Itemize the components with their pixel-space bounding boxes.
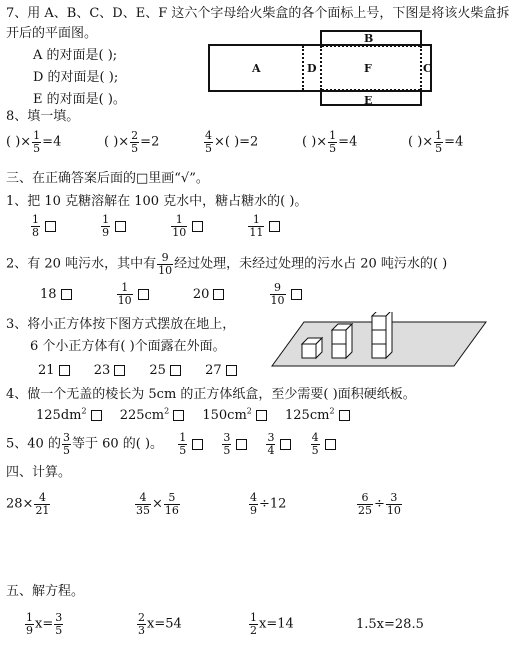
checkbox[interactable]: [236, 439, 247, 450]
q7-line1: 7、用 A、B、C、D、E、F 这六个字母给火柴盒的各个面标上号，下图是将该火柴盒拆: [6, 6, 510, 21]
checkbox[interactable]: [256, 410, 267, 421]
option: $\frac{3}{4}$: [265, 437, 291, 452]
equation-item: 1.5x=28.5: [356, 617, 424, 632]
checkbox[interactable]: [339, 410, 350, 421]
checkbox[interactable]: [269, 221, 280, 232]
s3-q4-text: 4、做一个无盖的棱长为 5cm 的正方体纸盒，至少需要( )面积硬纸板。: [6, 387, 416, 402]
checkbox[interactable]: [291, 289, 302, 300]
option: $\frac{1}{11}$: [247, 219, 280, 234]
section4-title: 四、计算。: [6, 465, 72, 480]
q7-row-e: E 的对面是( )。: [33, 92, 126, 107]
net-fold-line: [420, 46, 422, 90]
q7-line2: 开后的平面图。: [6, 26, 98, 41]
net-fold-line: [302, 46, 304, 90]
q7-row-d: D 的对面是( );: [33, 70, 119, 85]
checkbox[interactable]: [280, 439, 291, 450]
option: 20: [193, 287, 225, 302]
option: 21: [38, 363, 70, 378]
checkbox[interactable]: [138, 289, 149, 300]
checkbox[interactable]: [170, 365, 181, 376]
s3-q1-options: [30, 214, 280, 238]
net-label-e: E: [364, 94, 373, 107]
section5-title: 五、解方程。: [6, 584, 85, 599]
calc-item: $\frac{6}{25}$ ÷ $\frac{3}{10}$: [358, 491, 401, 517]
checkbox[interactable]: [173, 410, 184, 421]
net-fold-line: [322, 45, 420, 47]
checkbox[interactable]: [91, 410, 102, 421]
s3-q1-text: 1、把 10 克糖溶解在 100 克水中，糖占糖水的( )。: [6, 194, 308, 209]
s3-q3-line2: 6 个小正方体有( )个面露在外面。: [30, 339, 226, 354]
s3-q5: 5、40 的 $\frac{3}{5}$ 等于 60 的( )。 $\frac{1}{5}$ $\frac{3}{5}$ $\frac{3}{4}$ $\frac{4}{5}$: [6, 432, 336, 456]
option: $\frac{1}{10}$: [170, 219, 203, 234]
equation-item: $\frac{1}{9}$ x= $\frac{3}{5}$: [26, 611, 63, 637]
equation-item: $\frac{1}{2}$ x=14: [250, 611, 294, 637]
q8-item: $\frac{4}{5}$ ×( )=2: [205, 129, 259, 155]
s3-q2-options: [40, 282, 302, 306]
option: $\frac{3}{5}$: [221, 437, 247, 452]
option: 27: [205, 363, 237, 378]
net-label-b: B: [364, 32, 374, 45]
option: $\frac{1}{8}$: [30, 219, 56, 234]
cubes-illustration: [268, 312, 488, 370]
checkbox[interactable]: [226, 365, 237, 376]
net-fold-line: [322, 89, 420, 91]
checkbox[interactable]: [213, 289, 224, 300]
net-label-a: A: [252, 62, 261, 75]
calc-item: $\frac{4}{35}$ × $\frac{5}{16}$: [136, 491, 179, 517]
option: $\frac{9}{10}$: [269, 287, 302, 302]
checkbox[interactable]: [59, 365, 70, 376]
checkbox[interactable]: [45, 221, 56, 232]
checkbox[interactable]: [192, 221, 203, 232]
checkbox[interactable]: [61, 289, 72, 300]
option: $125dm^2$: [36, 408, 102, 423]
q8-item: ( )× $\frac{1}{5}$ =4: [302, 129, 358, 155]
checkbox[interactable]: [115, 221, 126, 232]
option: $\frac{1}{10}$: [116, 287, 149, 302]
option: $\frac{1}{5}$: [177, 437, 203, 452]
checkbox[interactable]: [114, 365, 125, 376]
calc-item: 28× $\frac{4}{21}$: [6, 491, 50, 517]
net-fold-line: [320, 46, 322, 90]
q8-item: ( )× $\frac{2}{5}$ =2: [104, 129, 160, 155]
option: $\frac{1}{9}$: [100, 219, 126, 234]
net-label-f: F: [364, 62, 372, 75]
calc-item: $\frac{4}{9}$ ÷12: [250, 491, 287, 517]
q8-title: 8、填一填。: [6, 109, 80, 124]
option: 18: [40, 287, 72, 302]
net-label-c: C: [423, 62, 432, 75]
option: 23: [94, 363, 126, 378]
q7-row-a: A 的对面是( );: [33, 48, 118, 63]
net-label-d: D: [307, 62, 317, 75]
s3-q4-options: [36, 408, 350, 422]
option: $225cm^2$: [120, 408, 185, 423]
q8-item: ( )× $\frac{1}{5}$ =4: [6, 129, 62, 155]
q8-item: ( )× $\frac{1}{5}$ =4: [408, 129, 464, 155]
option: $150cm^2$: [202, 408, 267, 423]
option: $125cm^2$: [285, 408, 350, 423]
s3-q2-text: 2、有 20 吨污水，其中有 $\frac{9}{10}$ 经过处理，未经过处理的污水占 20 吨污水的( ): [6, 251, 448, 277]
option: 25: [149, 363, 181, 378]
option: $\frac{4}{5}$: [310, 437, 336, 452]
checkbox[interactable]: [325, 439, 336, 450]
section3-title: 三、在正确答案后面的□里画“√”。: [6, 171, 209, 186]
s3-q3-options: [38, 364, 237, 377]
equation-item: $\frac{2}{3}$ x=54: [138, 611, 182, 637]
checkbox[interactable]: [192, 439, 203, 450]
s3-q3-line1: 3、将小正方体按下图方式摆放在地上，: [6, 317, 236, 332]
